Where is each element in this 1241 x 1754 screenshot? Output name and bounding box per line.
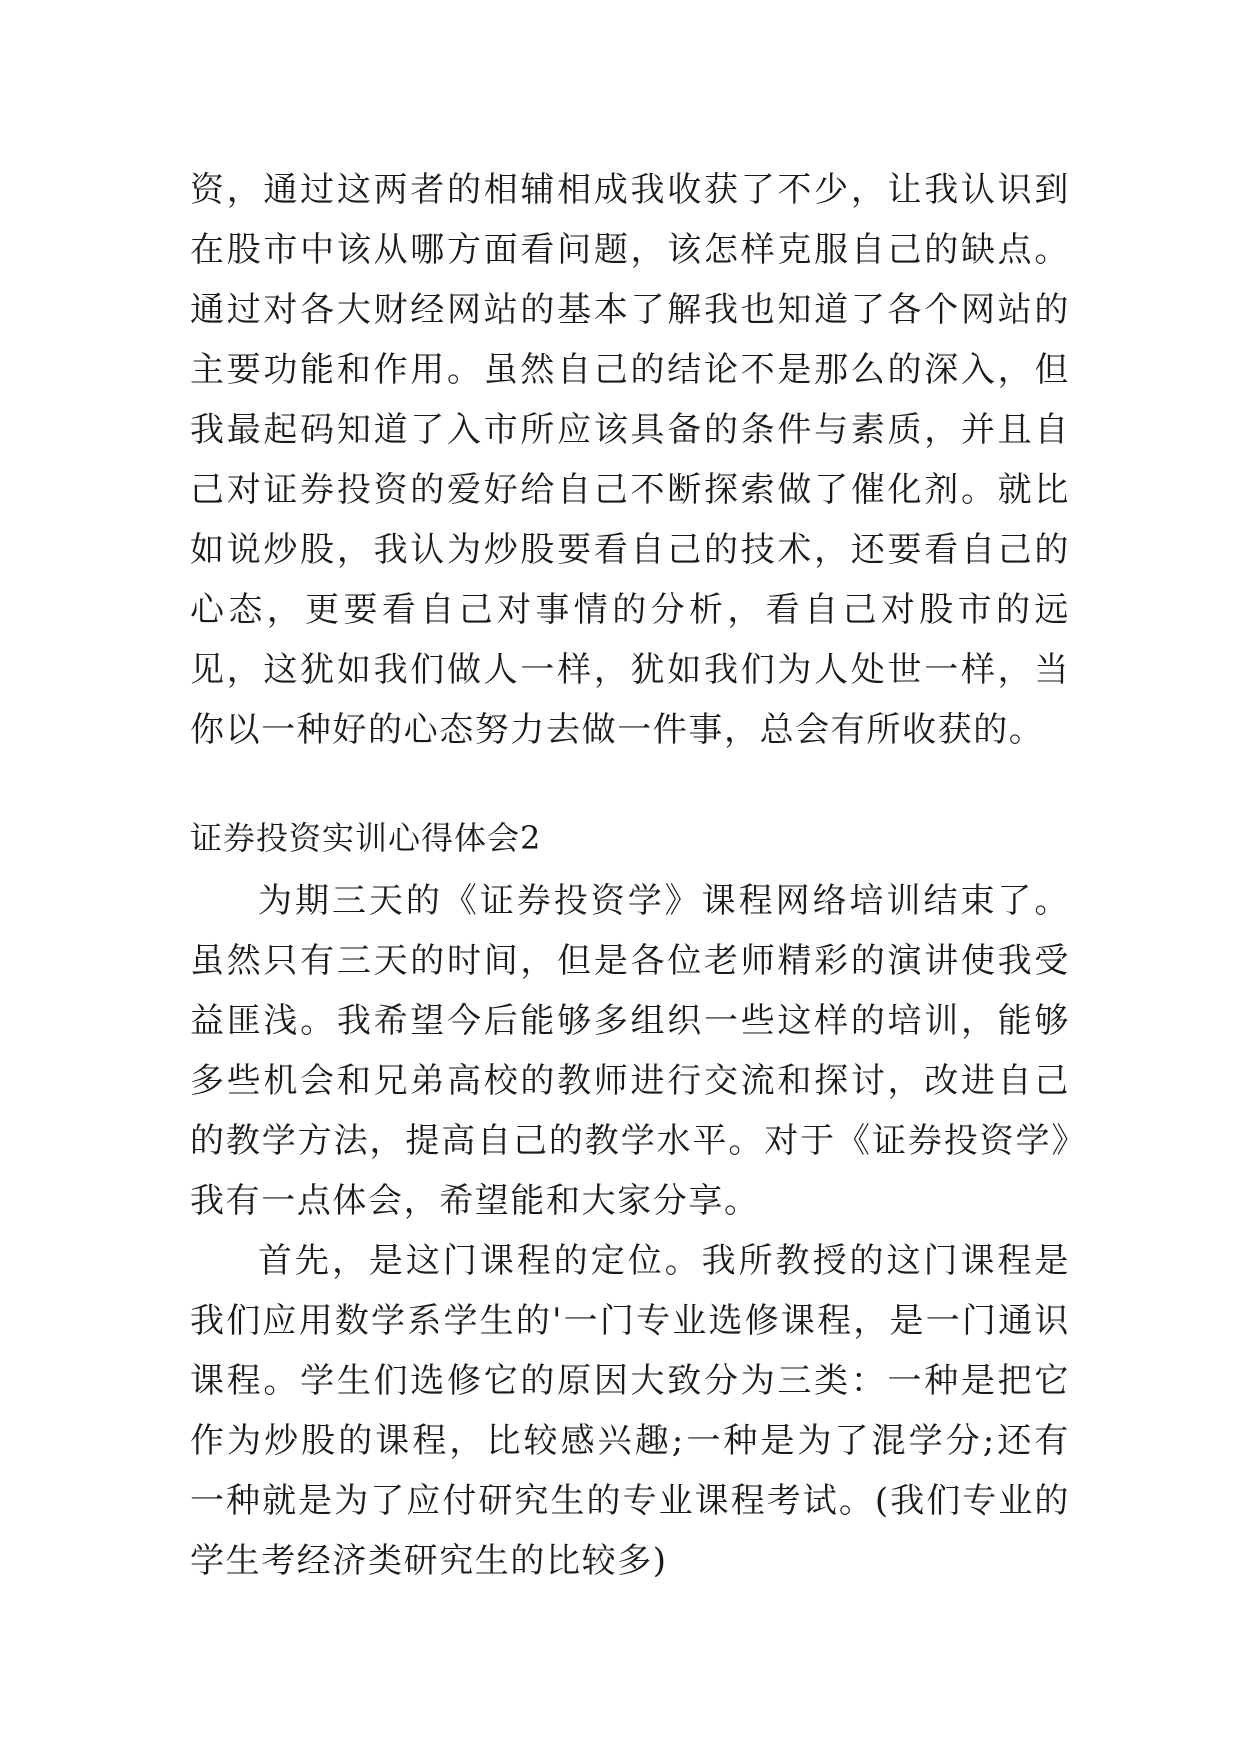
body-paragraph-1: 为期三天的《证券投资学》课程网络培训结束了。虽然只有三天的时间，但是各位老师精彩的演讲使我受益匪浅。我希望今后能够多组织一些这样的培训，能够多些机会和兄弟高校的教师进行交流和探讨，改进自己的教学方法，提高自己的教学水平。对于《证券投资学》我有一点体会，希望能和大家分享。 <box>190 881 1070 1221</box>
document-body <box>190 160 1070 1591</box>
continuation-paragraph: 资，通过这两者的相辅相成我收获了不少，让我认识到在股市中该从哪方面看问题，该怎样克服自己的缺点。通过对各大财经网站的基本了解我也知道了各个网站的主要功能和作用。虽然自己的结论不是那么的深入，但我最起码知道了入市所应该具备的条件与素质，并且自己对证券投资的爱好给自己不断探索做了催化剂。就比如说炒股，我认为炒股要看自己的技术，还要看自己的心态，更要看自己对事情的分析，看自己对股市的远见，这犹如我们做人一样，犹如我们为人处世一样，当你以一种好的心态努力去做一件事，总会有所收获的。 <box>190 170 1070 750</box>
body-paragraph-2: 首先，是这门课程的定位。我所教授的这门课程是我们应用数学系学生的'一门专业选修课程，是一门通识课程。学生们选修它的原因大致分为三类：一种是把它作为炒股的课程，比较感兴趣;一种是为了混学分;还有一种就是为了应付研究生的专业课程考试。(我们专业的学生考经济类研究生的比较多) <box>190 1241 1070 1581</box>
section-title: 证券投资实训心得体会2 <box>190 819 542 857</box>
